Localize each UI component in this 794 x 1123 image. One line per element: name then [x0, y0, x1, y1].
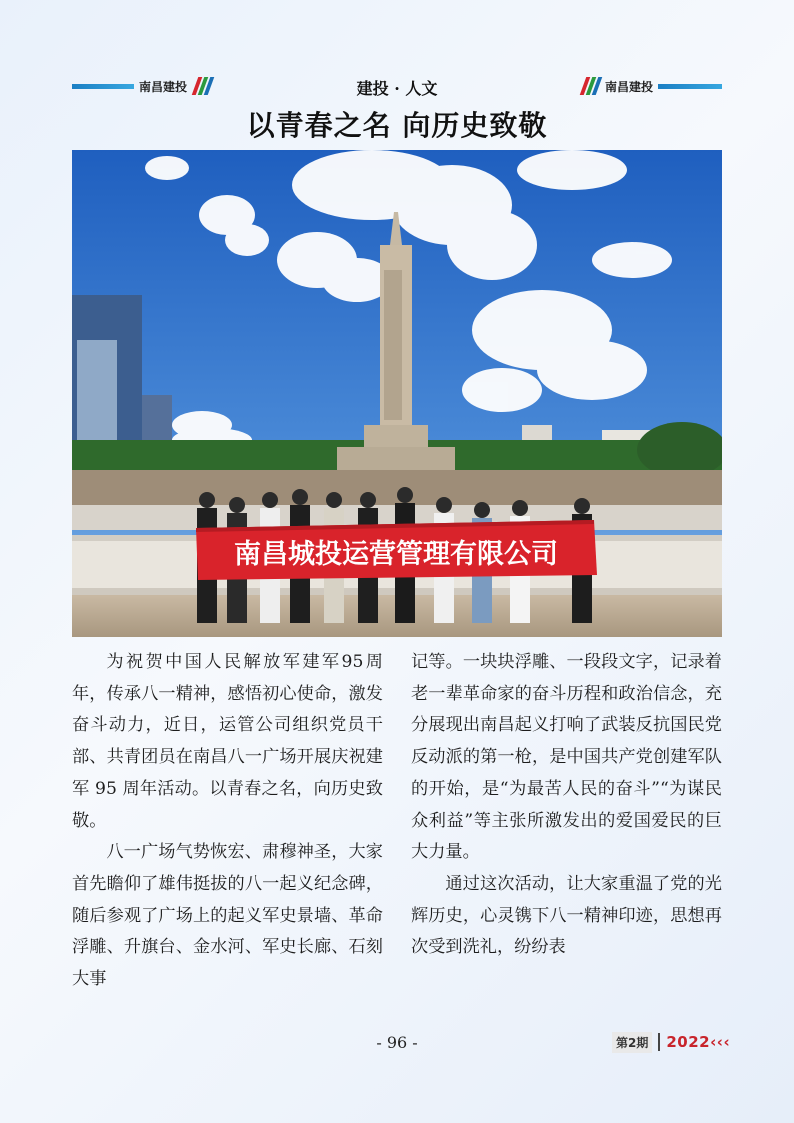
year-label: 2022 [666, 1033, 711, 1051]
paragraph: 为祝贺中国人民解放军建军95周年，传承八一精神，感悟初心使命，激发奋斗动力，近日，运管公司组织党员干部、共青团员在南昌八一广场开展庆祝建军 95 周年活动。以青春之名，向历史致敬。 [72, 652, 383, 831]
issue-badge [612, 1031, 730, 1053]
article-column-right [411, 647, 722, 964]
brand-name-right: 南昌建投 [605, 79, 654, 94]
article-column-left [72, 647, 383, 996]
chevrons-icon: ‹‹‹ [710, 1033, 731, 1051]
issue-label: 第2期 [612, 1032, 652, 1053]
divider [658, 1033, 660, 1051]
paragraph: 八一广场气势恢宏、肃穆神圣，大家首先瞻仰了雄伟挺拔的八一起义纪念碑，随后参观了广场上的起义军史景墙、革命浮雕、升旗台、金水河、军史长廊、石刻大事 [72, 842, 383, 990]
brand-name-left: 南昌建投 [138, 79, 187, 94]
banner-text: 南昌城投运营管理有限公司 [234, 539, 558, 570]
paragraph: 通过这次活动，让大家重温了党的光辉历史，心灵镌下八一精神印迹，思想再次受到洗礼，纷纷表 [411, 873, 722, 958]
group-photo [72, 150, 722, 637]
page-number: - 96 - [376, 1033, 418, 1052]
paragraph: 记等。一块块浮雕、一段段文字，记录着老一辈革命家的奋斗历程和政治信念，充分展现出南昌起义打响了武装反抗国民党反动派的第一枪，是中国共产党创建军队的开始，是“为最苦人民的奋斗”“为谋民众利益”等主张所激发出的爱国爱民的巨大力量。 [411, 652, 722, 863]
page-title: 以青春之名 向历史致敬 [246, 109, 548, 142]
section-label: 建投 · 人文 [356, 79, 438, 98]
